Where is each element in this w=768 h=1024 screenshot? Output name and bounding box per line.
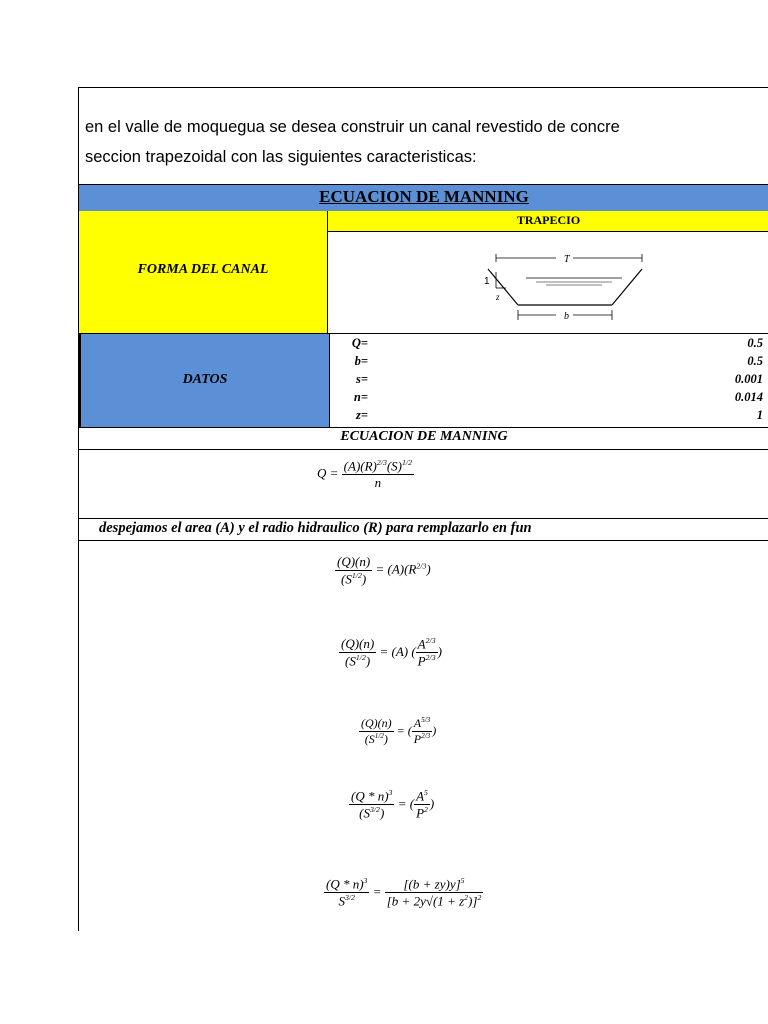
trapezoid-diagram-icon [328,232,768,333]
datos-row-name: n= [353,390,368,404]
formula-step-3: $\frac{(Q)(n)}{(S^{1/2})}$ = ( $\frac{A^{5/3}}{P^{2/3}}$ ) [361,716,437,746]
header-title: ECUACION DE MANNING [319,187,529,206]
formula-step-4: $\frac{(Q * n)^3}{(S^{3/2})}$ = ( $\frac{A^5}{P^2}$ ) [351,788,435,821]
spreadsheet-sheet [78,87,768,931]
datos-row [328,354,768,372]
shape-type-label: TRAPECIO [516,213,581,227]
datos-row [328,390,768,408]
diagram-z-label: z [496,292,500,302]
datos-row-value: 0.5 [747,336,763,350]
intro-line-1: en el valle de moquegua se desea construir un canal revestido de concre [85,118,620,136]
datos-label: DATOS [182,372,228,387]
diagram-t-label: T [564,254,570,265]
datos-row-name: z= [356,408,368,422]
datos-row-name: Q= [351,336,368,350]
datos-row [328,372,768,390]
intro-line-2: seccion trapezoidal con las siguientes caracteristicas: [85,148,477,166]
datos-row [328,408,768,426]
shape-diagram-cell [328,232,768,333]
formula-step-1: $\frac{(Q)(n)}{(S^{1/2})}$ = $(A)(R^{2/3})$ [337,554,431,587]
datos-row-value: 0.014 [734,390,763,404]
datos-label-cell [79,333,330,427]
datos-row-value: 1 [756,408,763,422]
datos-row [328,336,768,354]
manning-formula: Q = $\frac{(A)(R)^{2/3}(S)^{1/2}}{n}$ [317,458,412,491]
formula-step-5: $\frac{(Q * n)^3}{S^{3/2}}$ = $\frac{[(b + zy)y]^5}{[b + 2y√(1 + z^2)]^2}$ [326,876,482,909]
datos-row-name: s= [356,372,368,386]
formula-step-2: $\frac{(Q)(n)}{(S^{1/2})}$ = (A) ( $\frac{A^{2/3}}{P^{2/3}}$ ) [341,636,442,669]
datos-row-value: 0.5 [747,354,763,368]
datos-row-name: b= [354,354,368,368]
shape-label-cell [79,211,328,333]
datos-values-cell [328,333,768,427]
header-bar [79,184,768,212]
diagram-one-label: 1 [484,276,490,287]
despejamos-text: despejamos el area (A) y el radio hidraulico (R) para remplazarlo en fun [99,520,532,536]
intro-text [85,112,768,172]
datos-row-value: 0.001 [734,372,763,386]
shape-type-cell [328,211,768,232]
diagram-b-label: b [564,311,569,322]
shape-label: FORMA DEL CANAL [137,262,269,277]
manning-title: ECUACION DE MANNING [340,429,508,444]
